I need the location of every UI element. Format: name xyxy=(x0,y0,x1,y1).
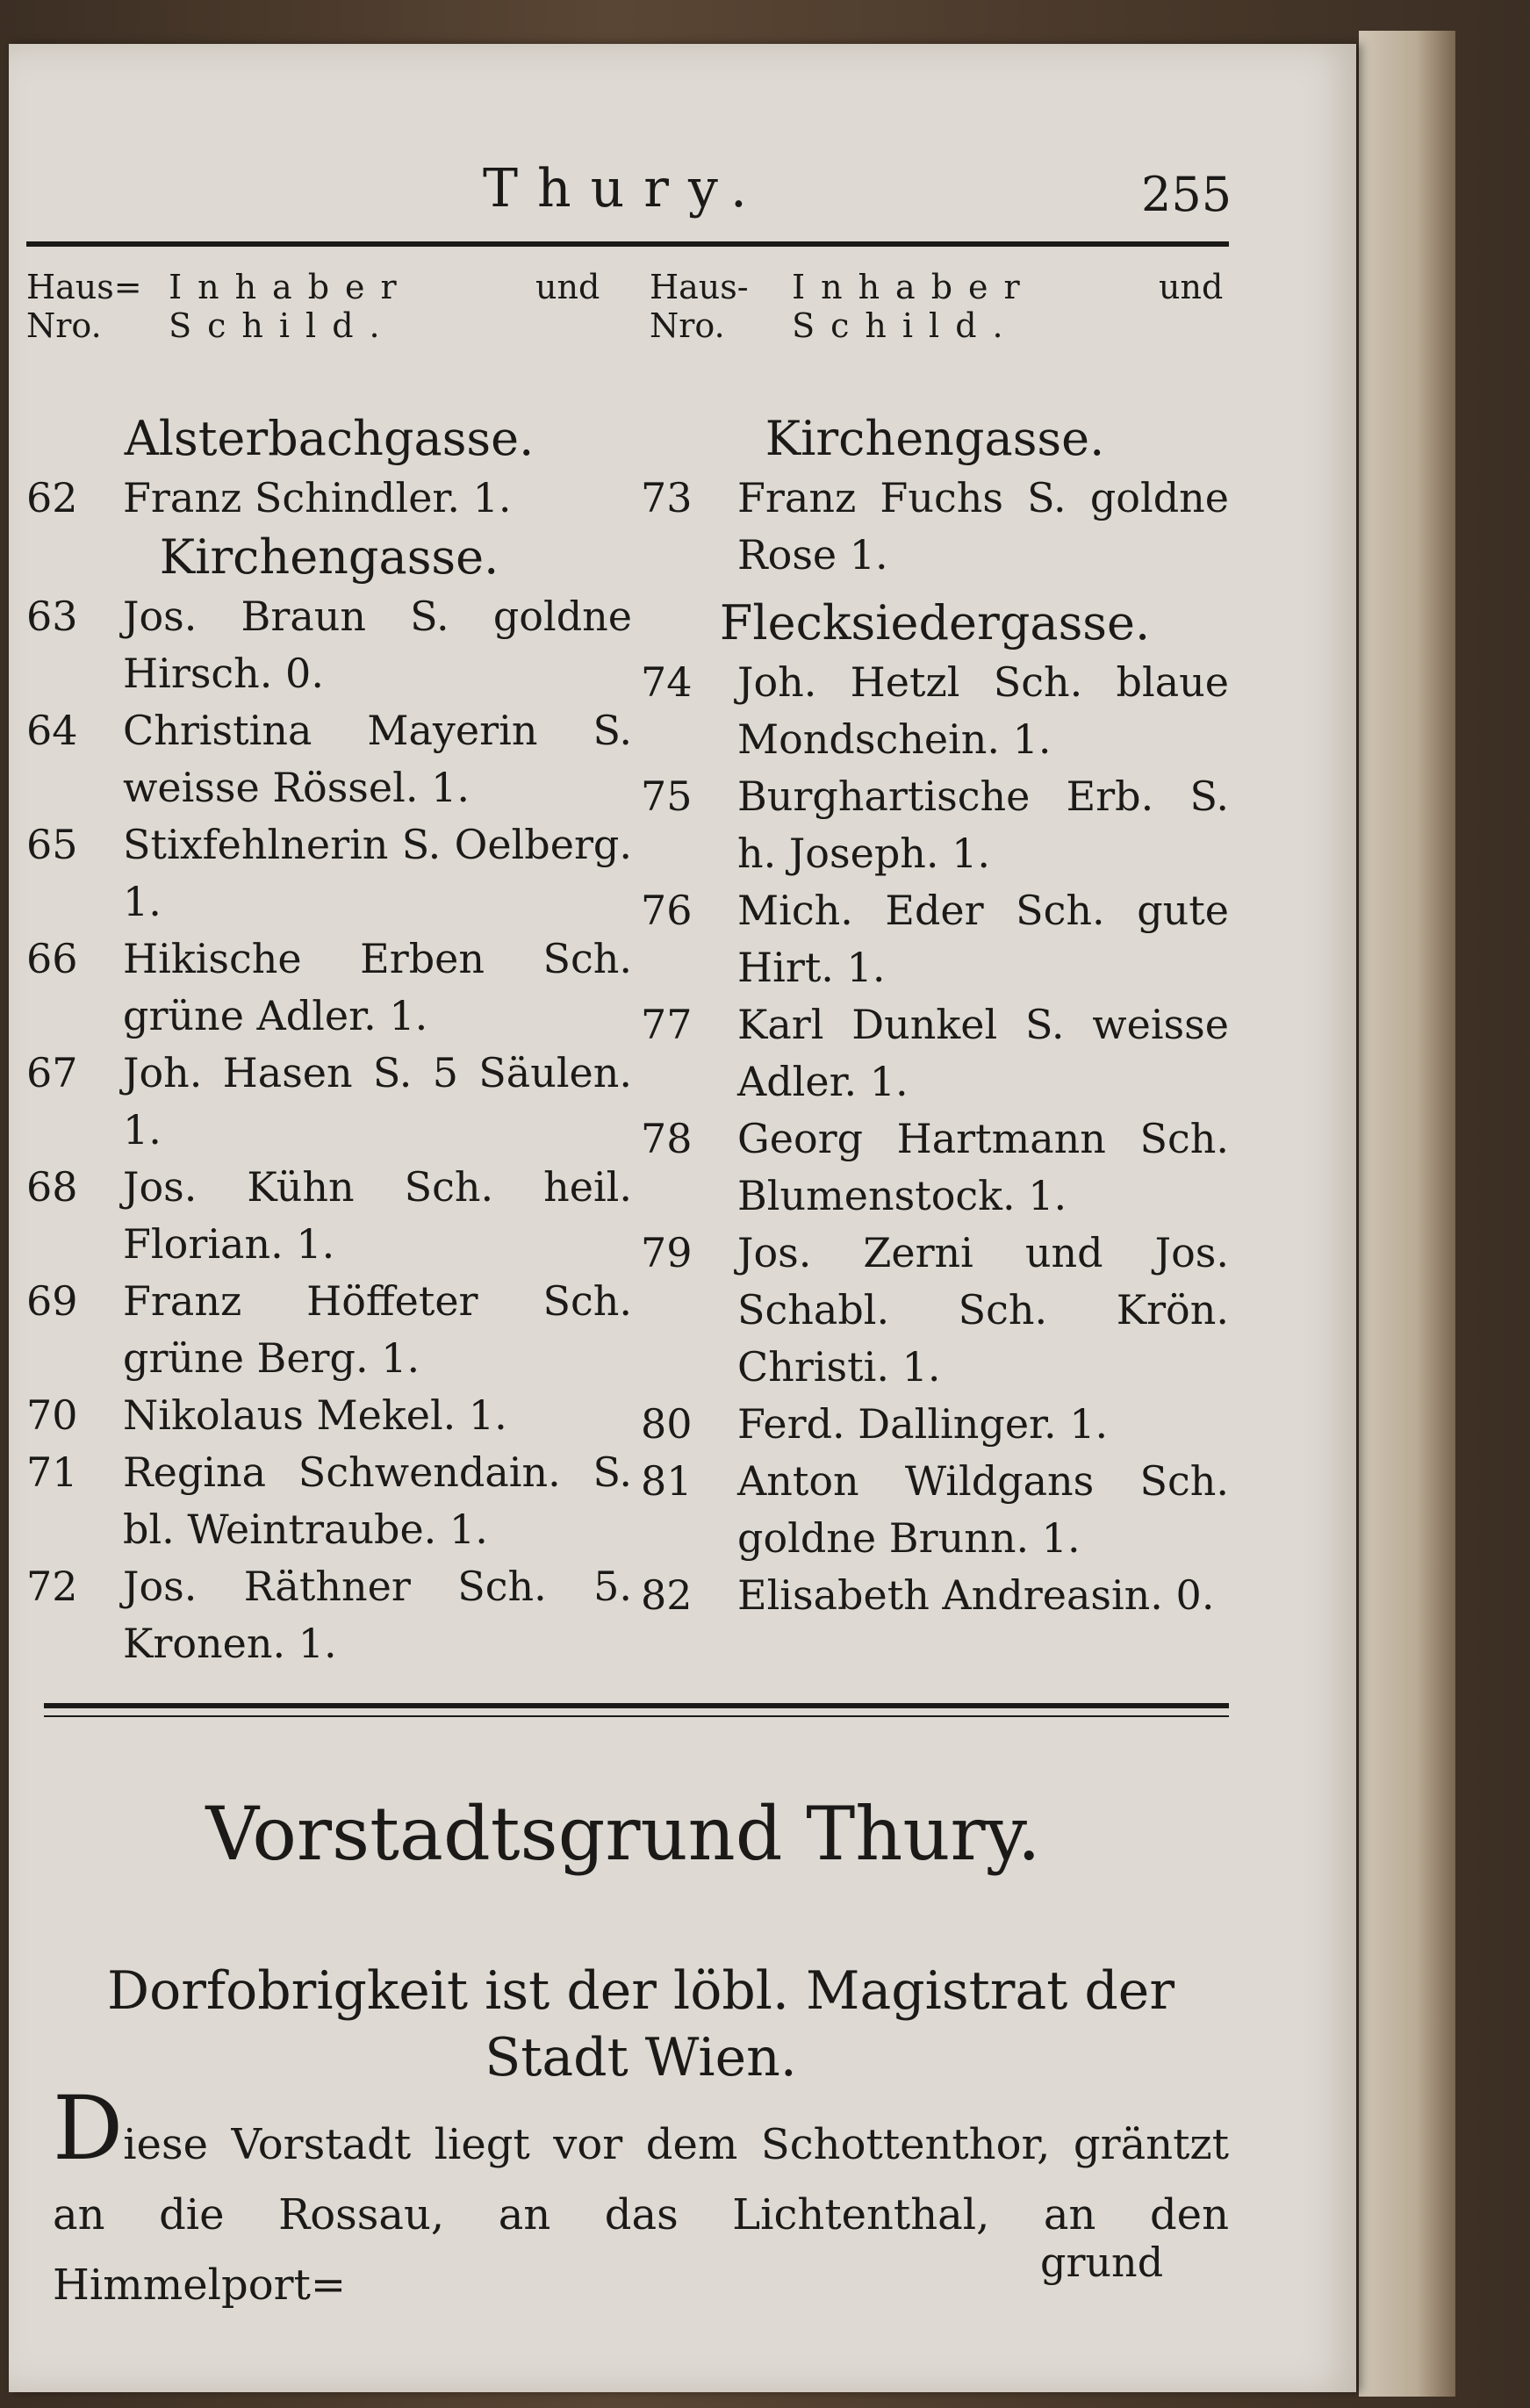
running-title: Thury. xyxy=(483,158,766,219)
house-number: 63 xyxy=(26,593,78,640)
owner-sign: Burghartische Erb. S. h. Joseph. 1. xyxy=(737,773,1229,877)
street-heading: Flecksiedergasse. xyxy=(719,595,1151,651)
house-number: 69 xyxy=(26,1277,78,1325)
house-entry xyxy=(26,588,632,702)
street-heading: Alsterbachgasse. xyxy=(124,411,535,466)
house-entry xyxy=(641,1453,1229,1567)
owner-sign: Georg Hartmann Sch. Blumenstock. 1. xyxy=(737,1115,1229,1219)
house-number: 81 xyxy=(641,1457,693,1505)
owner-sign: Regina Schwendain. S. bl. Weintraube. 1. xyxy=(123,1448,632,1553)
house-number: 74 xyxy=(641,658,693,706)
page-stack-edge xyxy=(1359,31,1455,2397)
house-number: 77 xyxy=(641,1001,693,1048)
house-entry xyxy=(26,1387,632,1444)
house-entry xyxy=(26,931,632,1045)
column-header-und: und xyxy=(1159,268,1224,306)
column-header-nro: Nro. xyxy=(650,306,725,345)
column-header-left xyxy=(26,268,632,345)
house-entry xyxy=(641,768,1229,882)
house-entry xyxy=(26,1159,632,1273)
owner-sign: Nikolaus Mekel. 1. xyxy=(123,1391,507,1439)
house-number: 70 xyxy=(26,1391,78,1439)
house-entry xyxy=(641,1111,1229,1225)
section-divider-rule-thin xyxy=(44,1715,1229,1717)
column-header-und: und xyxy=(535,268,600,306)
house-number: 72 xyxy=(26,1563,78,1610)
owner-sign: Hikische Erben Sch. grüne Adler. 1. xyxy=(123,935,632,1039)
house-number: 67 xyxy=(26,1049,78,1096)
house-number: 80 xyxy=(641,1400,693,1448)
house-number: 78 xyxy=(641,1115,693,1162)
house-number: 79 xyxy=(641,1229,693,1276)
drop-cap: D xyxy=(53,2077,124,2180)
house-number: 68 xyxy=(26,1163,78,1211)
owner-sign: Jos. Räthner Sch. 5. Kronen. 1. xyxy=(123,1563,632,1667)
house-entry xyxy=(26,816,632,931)
house-entry xyxy=(26,702,632,816)
house-number: 64 xyxy=(26,707,78,754)
house-entry xyxy=(26,1273,632,1387)
house-number: 82 xyxy=(641,1571,693,1619)
catchword: grund xyxy=(1040,2239,1164,2286)
house-entry xyxy=(26,1045,632,1159)
authority-line: Dorfobrigkeit ist der löbl. Magistrat der Stadt Wien. xyxy=(107,1960,1174,2088)
owner-sign: Franz Höffeter Sch. grüne Berg. 1. xyxy=(123,1277,632,1382)
house-number: 65 xyxy=(26,821,78,868)
house-entry xyxy=(641,882,1229,996)
book-page xyxy=(9,44,1356,2392)
house-entry xyxy=(641,1396,1229,1453)
owner-sign: Anton Wildgans Sch. goldne Brunn. 1. xyxy=(737,1457,1229,1562)
house-entry xyxy=(641,470,1229,584)
owner-sign: Joh. Hetzl Sch. blaue Mondschein. 1. xyxy=(737,658,1229,763)
column-header-schild: Schild. xyxy=(792,306,1019,345)
column-header-right xyxy=(650,268,1229,345)
right-column xyxy=(641,408,1229,1624)
owner-sign: Stixfehlnerin S. Oelberg. 1. xyxy=(123,821,632,925)
column-header-haus: Haus- xyxy=(650,268,749,306)
page-number: 255 xyxy=(1141,167,1232,222)
column-header-inhaber: Inhaber xyxy=(169,268,413,306)
owner-sign: Franz Fuchs S. goldne Rose 1. xyxy=(737,474,1229,579)
owner-sign: Franz Schindler. 1. xyxy=(123,474,512,521)
house-number: 71 xyxy=(26,1448,78,1496)
owner-sign: Ferd. Dallinger. 1. xyxy=(737,1400,1109,1448)
owner-sign: Jos. Kühn Sch. heil. Florian. 1. xyxy=(123,1163,632,1268)
owner-sign: Christina Mayerin S. weisse Rössel. 1. xyxy=(123,707,632,811)
house-number: 76 xyxy=(641,887,693,934)
left-column xyxy=(26,408,632,1672)
owner-sign: Jos. Zerni und Jos. Schabl. Sch. Krön. Christi. 1. xyxy=(737,1229,1229,1391)
house-number: 73 xyxy=(641,474,693,521)
house-number: 62 xyxy=(26,474,78,521)
house-entry xyxy=(26,470,632,527)
house-entry xyxy=(26,1558,632,1672)
house-entry xyxy=(641,996,1229,1111)
section-title: Vorstadtsgrund Thury. xyxy=(205,1791,1041,1877)
house-entry xyxy=(641,654,1229,768)
header-rule xyxy=(26,241,1229,247)
column-header-inhaber: Inhaber xyxy=(792,268,1036,306)
column-header-schild: Schild. xyxy=(169,306,396,345)
owner-sign: Joh. Hasen S. 5 Säulen. 1. xyxy=(123,1049,632,1154)
house-number: 66 xyxy=(26,935,78,982)
street-heading: Kirchengasse. xyxy=(765,411,1105,466)
owner-sign: Jos. Braun S. goldne Hirsch. 0. xyxy=(123,593,632,697)
section-divider-rule xyxy=(44,1703,1229,1708)
house-entry xyxy=(26,1444,632,1558)
owner-sign: Elisabeth Andreasin. 0. xyxy=(737,1571,1215,1619)
house-number: 75 xyxy=(641,773,693,820)
column-header-nro: Nro. xyxy=(26,306,102,345)
house-entry xyxy=(641,1225,1229,1396)
house-entry xyxy=(641,1567,1229,1624)
street-heading: Kirchengasse. xyxy=(159,529,499,585)
body-text: iese Vorstadt liegt vor dem Schottenthor, gräntzt an die Rossau, an das Lichtenthal, an den Himmelport= xyxy=(53,2120,1229,2310)
body-paragraph xyxy=(53,2077,1229,2320)
column-header-haus: Haus= xyxy=(26,268,142,306)
owner-sign: Karl Dunkel S. weisse Adler. 1. xyxy=(737,1001,1229,1105)
owner-sign: Mich. Eder Sch. gute Hirt. 1. xyxy=(737,887,1229,991)
